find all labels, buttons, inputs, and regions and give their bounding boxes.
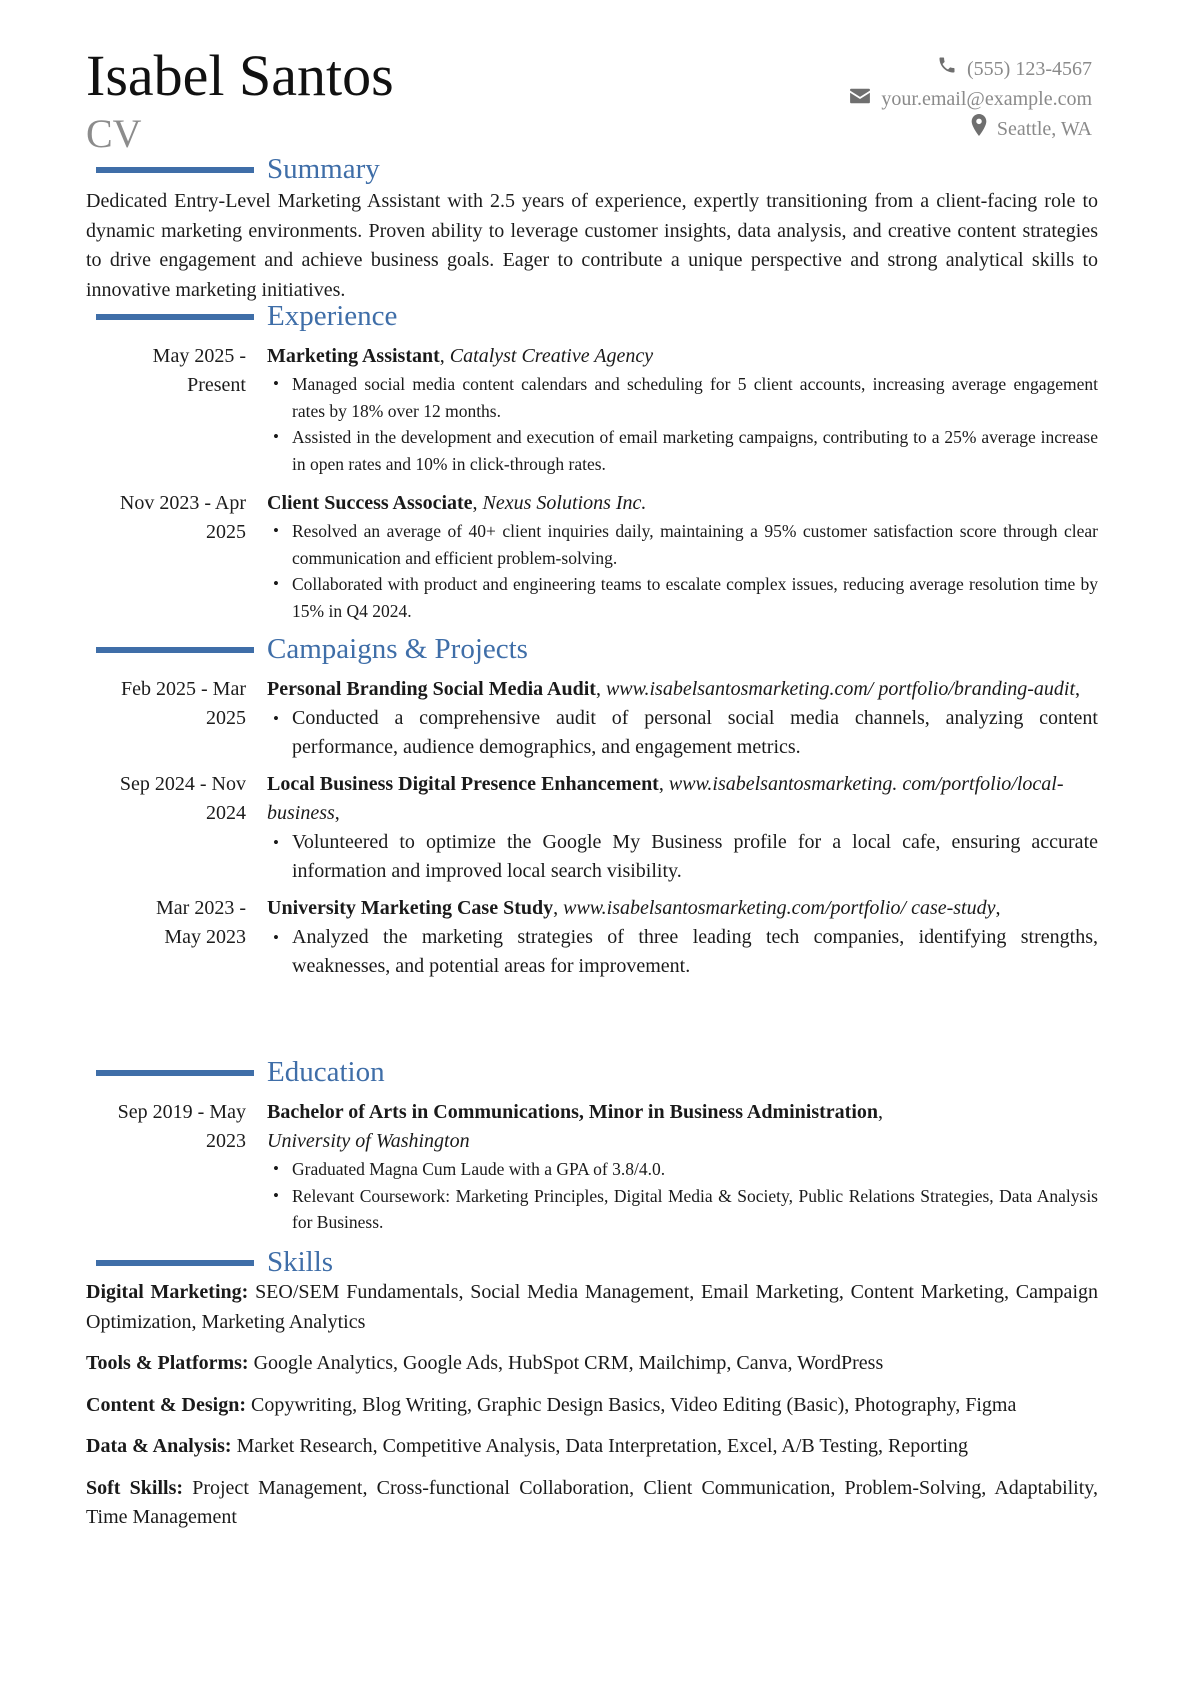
bullet-list xyxy=(267,1156,1098,1236)
skill-row xyxy=(86,1474,1098,1533)
skill-label: Digital Marketing: xyxy=(86,1281,249,1303)
skills-section xyxy=(86,1246,1098,1545)
section-title: Summary xyxy=(267,153,380,185)
entry-date: May 2025 - Present xyxy=(152,345,246,396)
bullet-item: • Managed social media content calendars and scheduling for 5 client accounts, increasing average engagement rates by 18% over 12 months. xyxy=(292,371,1098,424)
skill-row xyxy=(86,1391,1098,1421)
skill-text: Project Management, Cross-functional Collaboration, Client Communication, Problem-Solving, Adaptability, Time Management xyxy=(86,1476,1098,1528)
bullet-item: • Volunteered to optimize the Google My Business profile for a local cafe, ensuring accurate information and improved local search visibility. xyxy=(292,828,1098,886)
role-title: Client Success Associate xyxy=(267,492,473,514)
skill-label: Data & Analysis: xyxy=(86,1435,232,1457)
bullet-item: • Conducted a comprehensive audit of personal social media channels, analyzing content performance, audience demographics, and engagement metrics. xyxy=(292,704,1098,762)
bullet-list xyxy=(267,518,1098,624)
bullet-item: • Analyzed the marketing strategies of three leading tech companies, identifying strengths, weaknesses, and potential areas for improvement. xyxy=(292,923,1098,981)
education-entry xyxy=(86,1098,1098,1236)
degree: Bachelor of Arts in Communications, Minor in Business Administration xyxy=(267,1101,878,1123)
map-pin-icon xyxy=(971,114,987,145)
skill-label: Soft Skills: xyxy=(86,1476,184,1499)
bullet-list xyxy=(267,923,1098,981)
project-entry xyxy=(86,894,1098,981)
phone-text[interactable]: (555) 123-4567 xyxy=(967,58,1092,80)
organization: Catalyst Creative Agency xyxy=(449,345,654,367)
skill-row xyxy=(86,1432,1098,1462)
skill-row xyxy=(86,1349,1098,1379)
entry-date: Sep 2024 - Nov 2024 xyxy=(119,773,246,824)
email-text[interactable]: your.email@example.com xyxy=(881,88,1092,110)
project-entry xyxy=(86,770,1098,886)
entry-date: Mar 2023 - May 2023 xyxy=(156,897,246,948)
section-title: Education xyxy=(267,1056,385,1088)
experience-entry xyxy=(86,489,1098,624)
project-entry xyxy=(86,675,1098,762)
experience-entry xyxy=(86,342,1098,477)
entry-title: Bachelor of Arts in Communications, Minor in Business Administration, xyxy=(267,1101,883,1123)
skill-label: Tools & Platforms: xyxy=(86,1352,249,1374)
entry-title: Client Success Associate, Nexus Solutions Inc. xyxy=(267,492,647,514)
entry-date: Feb 2025 - Mar 2025 xyxy=(121,678,246,729)
project-url[interactable]: www.isabelsantosmarketing.com/portfolio/ case-study xyxy=(563,897,996,919)
document-subtitle: CV xyxy=(86,111,142,156)
skill-text: SEO/SEM Fundamentals, Social Media Management, Email Marketing, Content Marketing, Campaign Optimization, Marketing Analytics xyxy=(86,1281,1098,1333)
entry-title: Marketing Assistant, Catalyst Creative Agency xyxy=(267,345,654,367)
contact-block xyxy=(849,54,1092,144)
summary-section xyxy=(86,153,1098,305)
bullet-list xyxy=(267,704,1098,762)
contact-email xyxy=(849,84,1092,114)
section-title: Experience xyxy=(267,300,398,332)
skill-text: Copywriting, Blog Writing, Graphic Design Basics, Video Editing (Basic), Photography, Figma xyxy=(251,1393,1017,1416)
projects-section xyxy=(86,633,1098,987)
education-heading xyxy=(86,1056,1098,1092)
organization: Nexus Solutions Inc. xyxy=(482,492,647,514)
bullet-list xyxy=(267,828,1098,886)
location-text: Seattle, WA xyxy=(996,118,1092,140)
entry-title: University Marketing Case Study, www.isabelsantosmarketing.com/portfolio/ case-study, xyxy=(267,897,1001,919)
experience-heading xyxy=(86,300,1098,336)
school-name: University of Washington xyxy=(267,1130,470,1152)
skill-text: Google Analytics, Google Ads, HubSpot CRM, Mailchimp, Canva, WordPress xyxy=(253,1352,884,1374)
project-name: Personal Branding Social Media Audit xyxy=(267,678,596,700)
skill-row xyxy=(86,1278,1098,1337)
section-bar xyxy=(96,1070,254,1076)
skills-heading xyxy=(86,1246,1098,1282)
project-url[interactable]: www.isabelsantosmarketing.com/ portfolio/branding-audit xyxy=(605,678,1076,700)
bullet-item: • Resolved an average of 40+ client inquiries daily, maintaining a 95% customer satisfaction score through clear communication and efficient problem-solving. xyxy=(292,518,1098,571)
contact-location xyxy=(849,114,1092,144)
phone-icon xyxy=(937,54,957,84)
skill-label: Content & Design: xyxy=(86,1393,246,1416)
section-title: Campaigns & Projects xyxy=(267,633,528,665)
bullet-list xyxy=(267,371,1098,477)
experience-section xyxy=(86,300,1098,630)
projects-heading xyxy=(86,633,1098,669)
envelope-icon xyxy=(849,84,871,114)
project-url[interactable]: www.isabelsantosmarketing. com/portfolio/local-business xyxy=(267,773,1064,824)
bullet-item: • Collaborated with product and engineering teams to escalate complex issues, reducing average resolution time by 15% in Q4 2024. xyxy=(292,571,1098,624)
candidate-name: Isabel Santos xyxy=(86,43,394,108)
summary-heading xyxy=(86,153,1098,189)
section-bar xyxy=(96,1260,254,1266)
section-bar xyxy=(96,167,254,173)
entry-title: Local Business Digital Presence Enhancement, www.isabelsantosmarketing. com/portfolio/local-business, xyxy=(267,773,1064,824)
entry-date: Nov 2023 - Apr 2025 xyxy=(119,492,246,543)
section-bar xyxy=(96,314,254,320)
project-name: Local Business Digital Presence Enhancement xyxy=(267,773,659,795)
bullet-item: • Assisted in the development and execution of email marketing campaigns, contributing to a 25% average increase in open rates and 10% in click-through rates. xyxy=(292,424,1098,477)
role-title: Marketing Assistant xyxy=(267,345,440,367)
education-section xyxy=(86,1056,1098,1242)
skill-text: Market Research, Competitive Analysis, Data Interpretation, Excel, A/B Testing, Reporting xyxy=(236,1435,968,1457)
contact-phone xyxy=(849,54,1092,84)
section-bar xyxy=(96,647,254,653)
entry-date: Sep 2019 - May 2023 xyxy=(117,1101,246,1152)
summary-text: Dedicated Entry-Level Marketing Assistant with 2.5 years of experience, expertly transitioning from a client-facing role to dynamic marketing environments. Proven ability to leverage customer insights, data analysis, and creative content strategies to drive engagement and achieve business goals. Eager to contribute a unique perspective and strong analytical skills to innovative marketing initiatives. xyxy=(86,190,1098,301)
bullet-item: • Graduated Magna Cum Laude with a GPA of 3.8/4.0. xyxy=(292,1156,1098,1183)
project-name: University Marketing Case Study xyxy=(267,897,554,919)
entry-title: Personal Branding Social Media Audit, www.isabelsantosmarketing.com/ portfolio/branding-audit, xyxy=(267,678,1081,700)
bullet-item: • Relevant Coursework: Marketing Principles, Digital Media & Society, Public Relations Strategies, Data Analysis for Business. xyxy=(292,1183,1098,1236)
section-title: Skills xyxy=(267,1246,334,1278)
